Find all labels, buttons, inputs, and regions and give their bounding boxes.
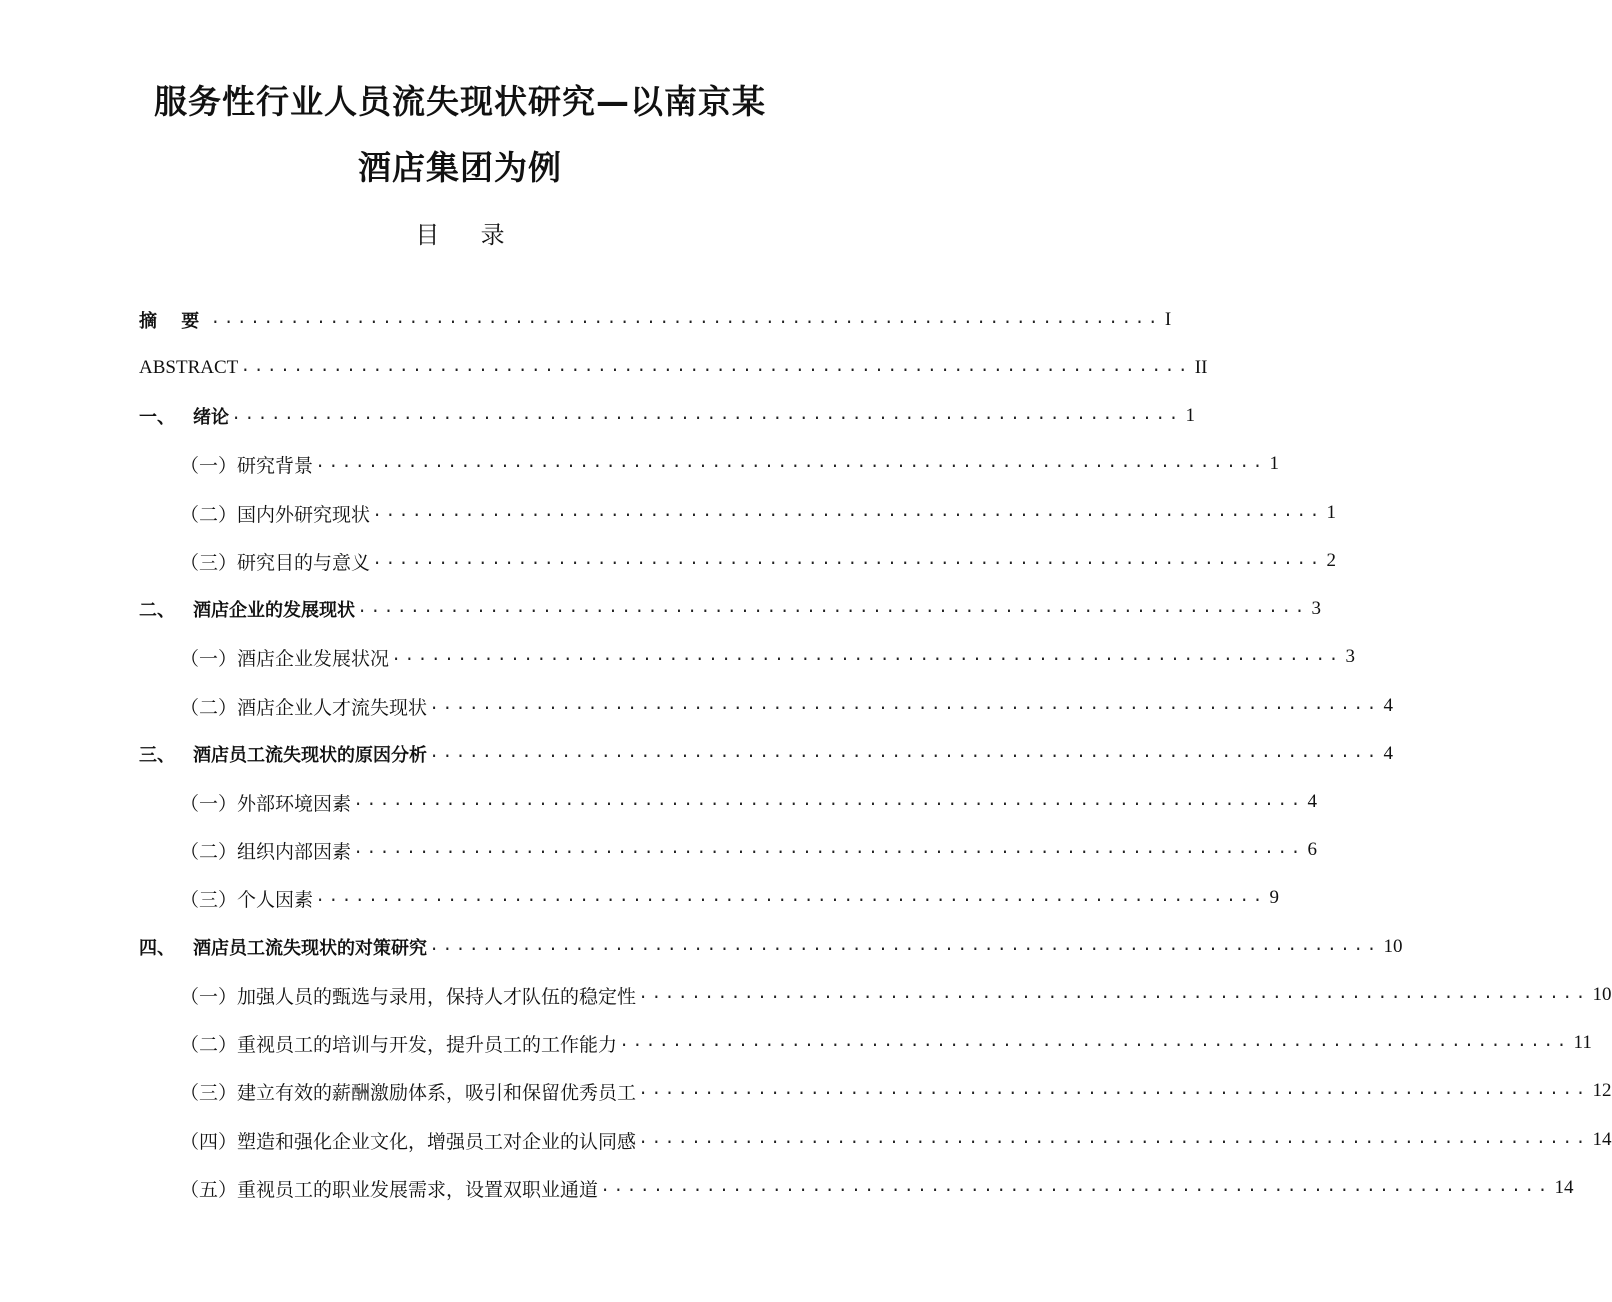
toc-leader-dots: ........................................................................ bbox=[372, 503, 1323, 522]
toc-entry-page: 2 bbox=[1326, 550, 1337, 571]
toc-entry-title: 绪论 bbox=[193, 407, 229, 428]
toc-entry-4-5[interactable] bbox=[180, 1173, 1574, 1203]
toc-entry-page: 1 bbox=[1185, 405, 1196, 426]
toc-entry-page: 1 bbox=[1269, 453, 1280, 474]
toc-entry-label: ABSTRACT bbox=[139, 357, 239, 378]
toc-entry-chapter-1[interactable] bbox=[139, 401, 1196, 431]
toc-entry-title: 酒店企业的发展现状 bbox=[193, 600, 355, 621]
toc-leader-dots: ........................................................................ bbox=[315, 454, 1266, 473]
toc-entry-page: 3 bbox=[1345, 646, 1356, 667]
toc-leader-dots: ........................................................................ bbox=[240, 358, 1191, 377]
toc-entry-page: 10 bbox=[1592, 984, 1612, 1005]
toc-leader-dots: ........................................................................ bbox=[357, 599, 1308, 618]
toc-entry-label bbox=[139, 403, 229, 429]
toc-entry-number: 四、 bbox=[139, 938, 175, 959]
toc-entry-title: 酒店员工流失现状的对策研究 bbox=[193, 938, 427, 959]
toc-entry-page: 3 bbox=[1311, 598, 1322, 619]
toc-entry-3-3[interactable] bbox=[180, 883, 1280, 913]
document-title-line-1: 服务性行业人员流失现状研究—以南京某 bbox=[154, 82, 766, 121]
toc-entry-label: （二）酒店企业人才流失现状 bbox=[180, 696, 428, 719]
toc-entry-label: （二）重视员工的培训与开发，提升员工的工作能力 bbox=[180, 1033, 618, 1056]
toc-leader-dots: ........................................................................ bbox=[372, 551, 1323, 570]
toc-entry-label: （一）研究背景 bbox=[180, 454, 314, 477]
toc-entry-label: （一）酒店企业发展状况 bbox=[180, 647, 390, 670]
toc-entry-page: 9 bbox=[1269, 887, 1280, 908]
toc-entry-page: 11 bbox=[1573, 1032, 1592, 1053]
toc-leader-dots: ........................................................................ bbox=[600, 1178, 1551, 1197]
toc-entry-page: 10 bbox=[1383, 936, 1403, 957]
document-title-line-2: 酒店集团为例 bbox=[358, 148, 562, 187]
toc-entry-3-1[interactable] bbox=[180, 787, 1318, 817]
toc-entry-chapter-3[interactable] bbox=[139, 739, 1394, 769]
toc-leader-dots: ........................................................................ bbox=[638, 1130, 1589, 1149]
toc-entry-title: 酒店员工流失现状的原因分析 bbox=[193, 745, 427, 766]
toc-entry-page: 4 bbox=[1383, 743, 1394, 764]
toc-leader-dots: ........................................................................ bbox=[391, 647, 1342, 666]
toc-leader-dots: ........................................................................ bbox=[638, 1081, 1589, 1100]
toc-leader-dots: ........................................................................ bbox=[429, 937, 1380, 956]
toc-entry-label: （三）研究目的与意义 bbox=[180, 551, 371, 574]
toc-leader-dots: ........................................................................ bbox=[638, 985, 1589, 1004]
toc-entry-page: 4 bbox=[1383, 695, 1394, 716]
toc-entry-4-4[interactable] bbox=[180, 1125, 1612, 1155]
toc-entry-page: 12 bbox=[1592, 1080, 1612, 1101]
toc-entry-page: I bbox=[1164, 309, 1172, 330]
toc-entry-label: （五）重视员工的职业发展需求，设置双职业通道 bbox=[180, 1178, 599, 1201]
toc-entry-chapter-2[interactable] bbox=[139, 594, 1322, 624]
toc-entry-label: （四）塑造和强化企业文化，增强员工对企业的认同感 bbox=[180, 1130, 637, 1153]
toc-entry-1-2[interactable] bbox=[180, 498, 1337, 528]
toc-entry-abstract-en[interactable] bbox=[139, 353, 1208, 383]
toc-entry-chapter-4[interactable] bbox=[139, 932, 1403, 962]
toc-entry-label: （三）建立有效的薪酬激励体系，吸引和保留优秀员工 bbox=[180, 1081, 637, 1104]
toc-entry-1-3[interactable] bbox=[180, 546, 1337, 576]
toc-entry-4-1[interactable] bbox=[180, 980, 1612, 1010]
toc-entry-page: 14 bbox=[1592, 1129, 1612, 1150]
toc-entry-label: （二）组织内部因素 bbox=[180, 840, 352, 863]
toc-leader-dots: ........................................................................ bbox=[210, 310, 1161, 329]
toc-entry-page: 14 bbox=[1554, 1177, 1574, 1198]
toc-entry-2-1[interactable] bbox=[180, 642, 1356, 672]
toc-entry-label: （一）加强人员的甄选与录用，保持人才队伍的稳定性 bbox=[180, 985, 637, 1008]
toc-entry-label bbox=[139, 596, 355, 622]
toc-leader-dots: ........................................................................ bbox=[231, 406, 1182, 425]
toc-leader-dots: ........................................................................ bbox=[429, 696, 1380, 715]
toc-entry-label: 摘 要 bbox=[139, 311, 209, 332]
toc-entry-2-2[interactable] bbox=[180, 691, 1394, 721]
toc-entry-label bbox=[139, 741, 427, 767]
toc-leader-dots: ........................................................................ bbox=[353, 840, 1304, 859]
toc-entry-number: 二、 bbox=[139, 600, 175, 621]
toc-entry-page: 4 bbox=[1307, 791, 1318, 812]
toc-leader-dots: ........................................................................ bbox=[315, 888, 1266, 907]
toc-entry-label: （一）外部环境因素 bbox=[180, 792, 352, 815]
toc-entry-abstract-cn[interactable] bbox=[139, 305, 1172, 335]
toc-leader-dots: ........................................................................ bbox=[619, 1033, 1570, 1052]
toc-entry-number: 一、 bbox=[139, 407, 175, 428]
toc-entry-page: II bbox=[1194, 357, 1208, 378]
toc-heading: 目 录 bbox=[415, 221, 522, 249]
toc-entry-4-3[interactable] bbox=[180, 1076, 1612, 1106]
toc-entry-label bbox=[139, 934, 427, 960]
toc-entry-label: （二）国内外研究现状 bbox=[180, 503, 371, 526]
toc-entry-page: 6 bbox=[1307, 839, 1318, 860]
toc-leader-dots: ........................................................................ bbox=[429, 744, 1380, 763]
toc-entry-1-1[interactable] bbox=[180, 449, 1280, 479]
toc-leader-dots: ........................................................................ bbox=[353, 792, 1304, 811]
toc-entry-page: 1 bbox=[1326, 502, 1337, 523]
toc-entry-3-2[interactable] bbox=[180, 835, 1318, 865]
toc-entry-4-2[interactable] bbox=[180, 1028, 1592, 1058]
toc-entry-label: （三）个人因素 bbox=[180, 888, 314, 911]
toc-entry-number: 三、 bbox=[139, 745, 175, 766]
